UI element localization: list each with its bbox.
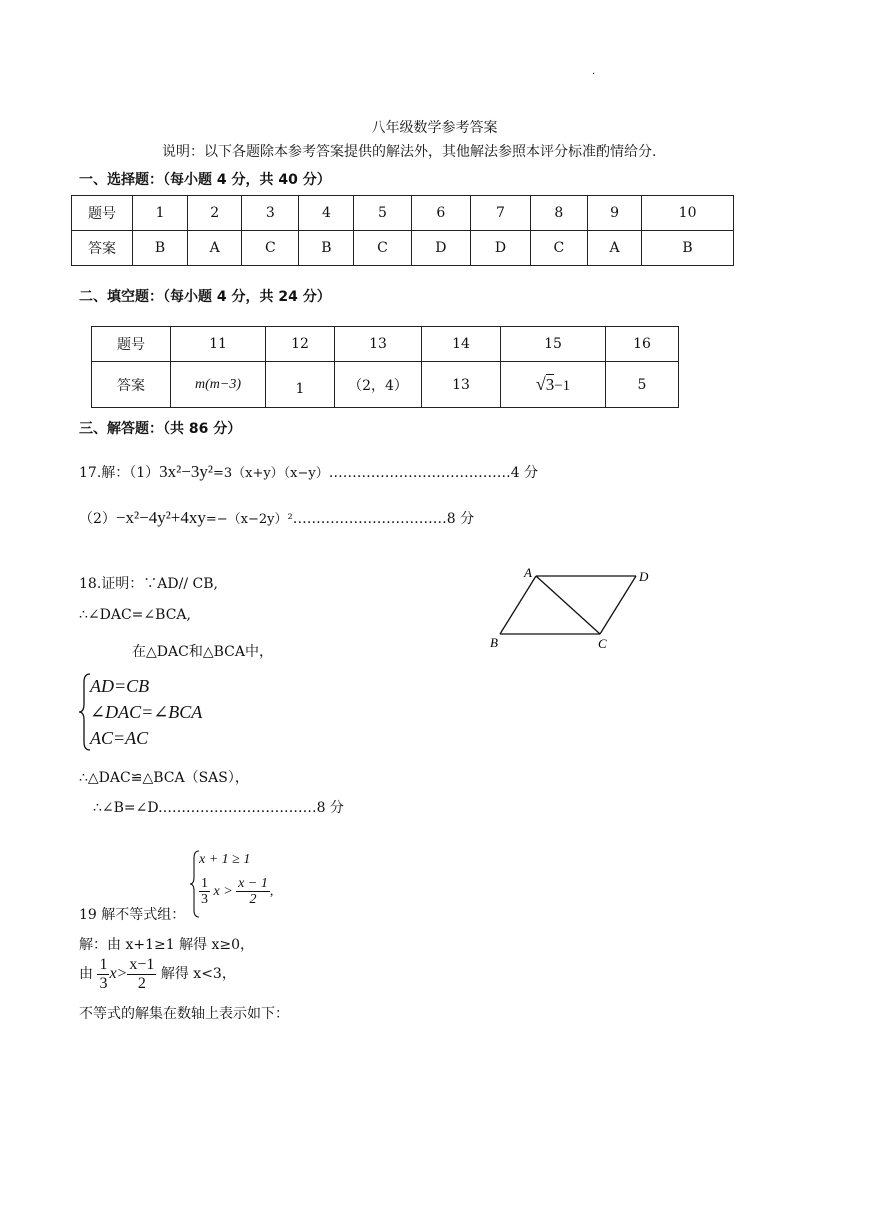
q19-sys-line2 [199,876,273,908]
q19-sys1: x + 1 ≥ 1 [199,852,251,867]
choice-answer-table [71,195,734,266]
page-title: 八年级数学参考答案 [371,120,498,136]
answer-cell: D [471,231,531,266]
question-number: 3 [242,196,299,231]
q19-line2-post: 解得 x<3， [160,966,236,983]
row-label: 题号 [72,196,133,231]
row-label: 答案 [92,362,171,408]
answer-cell [266,362,335,408]
question-number: 11 [171,327,266,362]
question-number: 2 [188,196,242,231]
question-number: 9 [587,196,641,231]
question-number: 1 [133,196,188,231]
table-row [92,362,679,408]
answer-cell: （2，4） [335,362,422,408]
table-row [72,196,734,231]
q19-line2-pre: 由 [79,966,93,983]
fraction-x-minus-one-over-two: $\frac{x-1}{2}$ [129,956,155,992]
q19-line2 [79,956,236,992]
fraction-one-third: $\frac{1}{3}$ [201,876,208,908]
answer-cell [171,362,266,408]
vertex-label-b: B [490,635,498,650]
row-label: 答案 [72,231,133,266]
question-number: 16 [606,327,679,362]
answer-cell: A [587,231,641,266]
segment-ba [500,576,536,634]
q17-label: 17.解：（1） [79,465,160,481]
q18-line1: 18.证明：∵AD// CB, [79,576,218,592]
question-number: 8 [530,196,587,231]
question-number: 14 [422,327,501,362]
answer-cell: D [411,231,471,266]
q18-line5 [93,797,344,817]
q17-p2-expr: −x²−4y²+4xy [115,508,206,527]
section2-heading: 二、填空题：（每小题 4 分，共 24 分） [79,289,331,305]
top-dot: . [592,66,596,77]
answer-cell: C [354,231,411,266]
fraction-one-third: $\frac{1}{3}$ [99,956,108,992]
question-number: 6 [411,196,471,231]
q19-sys2-tail: , [269,884,274,900]
answer-15-root: 3 [545,375,555,394]
question-number: 13 [335,327,422,362]
answer-cell: B [299,231,354,266]
q17-p2-result: =−（x−2y）² [205,512,293,527]
answer-11-m: m [194,377,206,392]
vertex-label-a: A [524,565,532,580]
q17-p1-result: =3（x+y）（x−y） [212,466,329,481]
q17-part1 [79,462,538,482]
q19-sys2-mid: x > [213,884,233,900]
q17-p1-score: …………………………………4 分 [328,465,539,481]
answer-cell: B [642,231,734,266]
q19-line3: 不等式的解集在数轴上表示如下： [79,1006,289,1022]
question-number: 4 [299,196,354,231]
q17-p2-label: （2） [79,511,116,527]
q18-line4: ∴△DAC≌△BCA（SAS）， [79,770,249,786]
q19-line1: 解：由 x+1≥1 解得 x≥0， [79,937,255,953]
q17-part2 [79,508,474,528]
fraction-x-minus-one-over-two: $\frac{x - 1}{2}$ [238,876,268,908]
table-row [72,231,734,266]
answer-cell: 5 [606,362,679,408]
segment-ac [536,576,600,634]
sqrt-sign: √ [535,374,546,394]
table-row [92,327,679,362]
q17-p1-expr: 3x²−3y² [159,462,213,481]
grading-note: 说明：以下各题除本参考答案提供的解法外，其他解法参照本评分标准酌情给分. [162,144,657,160]
question-number: 12 [266,327,335,362]
answer-cell: C [242,231,299,266]
vertex-label-c: C [598,636,607,651]
segment-dc [600,576,636,634]
q18-score: ……………………………8 分 [162,800,344,816]
answer-cell: A [188,231,242,266]
section3-heading: 三、解答题：（共 86 分） [79,421,242,437]
q19-line2-mid: x> [109,965,128,983]
answer-cell [501,362,606,408]
answer-15-rest: −1 [554,378,571,394]
q19-sys-line1 [199,852,250,868]
answer-cell: 13 [422,362,501,408]
answer-cell: C [530,231,587,266]
section1-heading: 一、选择题：（每小题 4 分，共 40 分） [79,172,331,188]
fill-blank-table [91,326,679,408]
q18-sys-line2: ∠DAC=∠BCA [90,702,203,722]
question-number: 5 [354,196,411,231]
q18-conclusion: ∴∠B=∠D. [93,800,163,816]
question-number: 7 [471,196,531,231]
q17-p2-score: ……………………………8 分 [292,511,475,527]
parallelogram-figure [486,563,656,653]
q19-label: 19 解不等式组： [79,907,186,923]
answer-11-rest: (m−3) [205,377,241,392]
q18-line2: ∴∠DAC=∠BCA, [79,607,191,623]
answer-12: 1 [295,380,305,397]
q18-sys-line1: AD=CB [90,676,150,696]
vertex-label-d: D [639,569,649,584]
q18-sys-line3: AC=AC [90,728,149,748]
q18-line3: 在△DAC和△BCA中， [132,644,273,660]
row-label: 题号 [92,327,171,362]
question-number: 15 [501,327,606,362]
answer-cell: B [133,231,188,266]
question-number: 10 [642,196,734,231]
